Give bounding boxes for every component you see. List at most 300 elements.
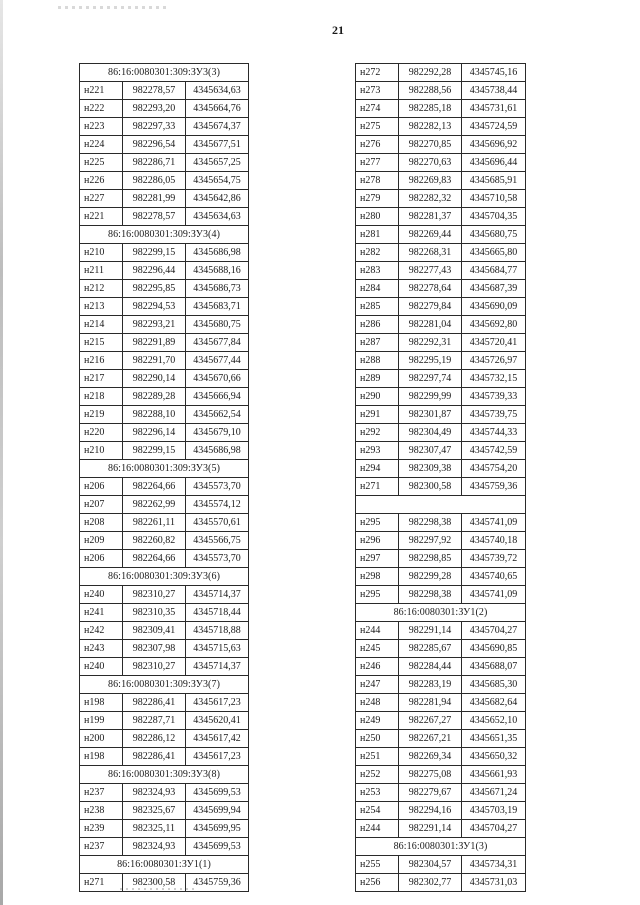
x-coordinate: 982289,28: [123, 388, 186, 406]
coordinate-row: [356, 352, 526, 370]
x-coordinate: 982299,28: [399, 568, 462, 586]
coordinate-row: [80, 136, 249, 154]
y-coordinate: 4345683,71: [186, 298, 249, 316]
point-id: н225: [80, 154, 123, 172]
y-coordinate: 4345740,65: [462, 568, 526, 586]
point-id: н221: [80, 82, 123, 100]
y-coordinate: 4345679,10: [186, 424, 249, 442]
x-coordinate: 982298,38: [399, 586, 462, 604]
coordinate-row: [356, 136, 526, 154]
coordinate-row: [356, 262, 526, 280]
y-coordinate: 4345685,30: [462, 676, 526, 694]
point-id: н271: [80, 874, 123, 892]
point-id: н227: [80, 190, 123, 208]
coordinate-row: [356, 550, 526, 568]
point-id: н199: [80, 712, 123, 730]
y-coordinate: 4345642,86: [186, 190, 249, 208]
x-coordinate: 982297,33: [123, 118, 186, 136]
coordinate-row: [356, 208, 526, 226]
scan-left-edge: [0, 0, 3, 905]
coordinate-row: [356, 694, 526, 712]
point-id: н200: [80, 730, 123, 748]
x-coordinate: 982286,12: [123, 730, 186, 748]
x-coordinate: 982300,58: [123, 874, 186, 892]
y-coordinate: 4345704,35: [462, 208, 526, 226]
x-coordinate: 982310,35: [123, 604, 186, 622]
coordinate-row: [80, 190, 249, 208]
y-coordinate: 4345671,24: [462, 784, 526, 802]
point-id: н295: [356, 514, 399, 532]
x-coordinate: 982298,85: [399, 550, 462, 568]
point-id: н218: [80, 388, 123, 406]
x-coordinate: 982299,15: [123, 442, 186, 460]
y-coordinate: 4345665,80: [462, 244, 526, 262]
y-coordinate: 4345704,27: [462, 820, 526, 838]
x-coordinate: 982270,85: [399, 136, 462, 154]
y-coordinate: 4345710,58: [462, 190, 526, 208]
coordinate-row: [80, 370, 249, 388]
x-coordinate: 982300,58: [399, 478, 462, 496]
y-coordinate: 4345714,37: [186, 586, 249, 604]
coordinate-row: [80, 424, 249, 442]
x-coordinate: 982285,67: [399, 640, 462, 658]
x-coordinate: 982264,66: [123, 550, 186, 568]
point-id: н250: [356, 730, 399, 748]
y-coordinate: 4345724,59: [462, 118, 526, 136]
x-coordinate: 982309,38: [399, 460, 462, 478]
y-coordinate: 4345654,75: [186, 172, 249, 190]
coordinate-row: [80, 694, 249, 712]
y-coordinate: 4345682,64: [462, 694, 526, 712]
point-id: н280: [356, 208, 399, 226]
point-id: н208: [80, 514, 123, 532]
x-coordinate: 982281,94: [399, 694, 462, 712]
coordinate-row: [356, 802, 526, 820]
y-coordinate: 4345686,98: [186, 244, 249, 262]
coordinate-row: [356, 640, 526, 658]
point-id: н206: [80, 550, 123, 568]
y-coordinate: 4345703,19: [462, 802, 526, 820]
x-coordinate: 982279,67: [399, 784, 462, 802]
point-id: н242: [80, 622, 123, 640]
x-coordinate: 982269,44: [399, 226, 462, 244]
x-coordinate: 982291,14: [399, 820, 462, 838]
coordinate-row: [80, 118, 249, 136]
x-coordinate: 982267,21: [399, 730, 462, 748]
y-coordinate: 4345699,53: [186, 838, 249, 856]
y-coordinate: 4345720,41: [462, 334, 526, 352]
x-coordinate: 982286,05: [123, 172, 186, 190]
point-id: н211: [80, 262, 123, 280]
x-coordinate: 982296,14: [123, 424, 186, 442]
coordinate-row: [356, 622, 526, 640]
y-coordinate: 4345696,92: [462, 136, 526, 154]
coordinate-row: [80, 262, 249, 280]
x-coordinate: 982307,47: [399, 442, 462, 460]
point-id: н210: [80, 244, 123, 262]
coordinate-row: [80, 82, 249, 100]
point-id: н215: [80, 334, 123, 352]
point-id: н226: [80, 172, 123, 190]
x-coordinate: 982291,14: [399, 622, 462, 640]
point-id: н290: [356, 388, 399, 406]
parcel-number: 86:16:0080301:ЗУ1(3): [356, 838, 526, 856]
y-coordinate: 4345617,42: [186, 730, 249, 748]
coordinate-row: [80, 244, 249, 262]
parcel-header-row: [80, 226, 249, 244]
x-coordinate: 982269,34: [399, 748, 462, 766]
point-id: н253: [356, 784, 399, 802]
point-id: н207: [80, 496, 123, 514]
coordinates-table-left: [79, 63, 249, 892]
coordinate-row: [356, 406, 526, 424]
coordinate-row: [356, 172, 526, 190]
x-coordinate: 982290,14: [123, 370, 186, 388]
x-coordinate: 982302,77: [399, 874, 462, 892]
point-id: н241: [80, 604, 123, 622]
point-id: н246: [356, 658, 399, 676]
x-coordinate: 982286,71: [123, 154, 186, 172]
x-coordinate: 982297,92: [399, 532, 462, 550]
point-id: н240: [80, 658, 123, 676]
y-coordinate: 4345699,95: [186, 820, 249, 838]
x-coordinate: 982299,99: [399, 388, 462, 406]
y-coordinate: 4345718,88: [186, 622, 249, 640]
point-id: н276: [356, 136, 399, 154]
point-id: н221: [80, 208, 123, 226]
coordinate-row: [80, 496, 249, 514]
point-id: н289: [356, 370, 399, 388]
parcel-number: 86:16:0080301:309:ЗУ3(7): [80, 676, 249, 694]
y-coordinate: 4345617,23: [186, 748, 249, 766]
coordinate-row: [356, 190, 526, 208]
y-coordinate: 4345680,75: [462, 226, 526, 244]
point-id: н209: [80, 532, 123, 550]
x-coordinate: 982279,84: [399, 298, 462, 316]
point-id: н216: [80, 352, 123, 370]
point-id: н277: [356, 154, 399, 172]
y-coordinate: 4345759,36: [186, 874, 249, 892]
page-number: 21: [332, 23, 344, 37]
coordinate-row: [80, 208, 249, 226]
point-id: н249: [356, 712, 399, 730]
point-id: н293: [356, 442, 399, 460]
y-coordinate: 4345739,33: [462, 388, 526, 406]
parcel-number: 86:16:0080301:309:ЗУ3(5): [80, 460, 249, 478]
x-coordinate: 982268,31: [399, 244, 462, 262]
point-id: н297: [356, 550, 399, 568]
parcel-number: 86:16:0080301:309:ЗУ3(3): [80, 64, 249, 82]
x-coordinate: 982287,71: [123, 712, 186, 730]
parcel-header-row: [356, 604, 526, 622]
y-coordinate: 4345570,61: [186, 514, 249, 532]
y-coordinate: 4345566,75: [186, 532, 249, 550]
x-coordinate: 982299,15: [123, 244, 186, 262]
parcel-number: 86:16:0080301:309:ЗУ3(6): [80, 568, 249, 586]
y-coordinate: 4345620,41: [186, 712, 249, 730]
coordinate-row: [80, 658, 249, 676]
y-coordinate: 4345741,09: [462, 514, 526, 532]
x-coordinate: 982277,43: [399, 262, 462, 280]
parcel-number: 86:16:0080301:309:ЗУ3(8): [80, 766, 249, 784]
y-coordinate: 4345732,15: [462, 370, 526, 388]
coordinate-row: [356, 334, 526, 352]
parcel-header-row: [80, 676, 249, 694]
coordinate-row: [356, 748, 526, 766]
y-coordinate: 4345696,44: [462, 154, 526, 172]
y-coordinate: 4345759,36: [462, 478, 526, 496]
y-coordinate: 4345666,94: [186, 388, 249, 406]
point-id: н285: [356, 298, 399, 316]
y-coordinate: 4345686,98: [186, 442, 249, 460]
y-coordinate: 4345674,37: [186, 118, 249, 136]
coordinate-row: [80, 352, 249, 370]
coordinate-row: [80, 100, 249, 118]
point-id: н237: [80, 784, 123, 802]
point-id: н281: [356, 226, 399, 244]
x-coordinate: 982285,18: [399, 100, 462, 118]
point-id: н295: [356, 586, 399, 604]
y-coordinate: 4345699,53: [186, 784, 249, 802]
scan-bottom-marks: [120, 888, 195, 890]
coordinate-row: [80, 280, 249, 298]
coordinate-row: [80, 802, 249, 820]
point-id: н256: [356, 874, 399, 892]
coordinate-row: [356, 388, 526, 406]
x-coordinate: 982296,44: [123, 262, 186, 280]
coordinate-row: [80, 298, 249, 316]
point-id: н239: [80, 820, 123, 838]
y-coordinate: 4345634,63: [186, 82, 249, 100]
point-id: н219: [80, 406, 123, 424]
y-coordinate: 4345650,32: [462, 748, 526, 766]
coordinate-row: [356, 676, 526, 694]
parcel-header-row: [80, 64, 249, 82]
x-coordinate: 982261,11: [123, 514, 186, 532]
coordinate-row: [356, 784, 526, 802]
x-coordinate: 982284,44: [399, 658, 462, 676]
coordinate-row: [356, 730, 526, 748]
point-id: н254: [356, 802, 399, 820]
coordinate-row: [356, 532, 526, 550]
y-coordinate: 4345742,59: [462, 442, 526, 460]
coordinate-row: [80, 532, 249, 550]
x-coordinate: 982288,56: [399, 82, 462, 100]
x-coordinate: 982304,57: [399, 856, 462, 874]
point-id: н223: [80, 118, 123, 136]
x-coordinate: 982260,82: [123, 532, 186, 550]
coordinate-row: [356, 118, 526, 136]
coordinate-row: [356, 514, 526, 532]
x-coordinate: 982282,13: [399, 118, 462, 136]
y-coordinate: 4345731,03: [462, 874, 526, 892]
y-coordinate: 4345704,27: [462, 622, 526, 640]
point-id: н220: [80, 424, 123, 442]
point-id: н274: [356, 100, 399, 118]
coordinate-row: [80, 550, 249, 568]
coordinate-row: [80, 154, 249, 172]
y-coordinate: 4345652,10: [462, 712, 526, 730]
point-id: н213: [80, 298, 123, 316]
x-coordinate: 982278,57: [123, 208, 186, 226]
x-coordinate: 982291,70: [123, 352, 186, 370]
point-id: н275: [356, 118, 399, 136]
y-coordinate: 4345726,97: [462, 352, 526, 370]
coordinate-row: [80, 730, 249, 748]
y-coordinate: 4345686,73: [186, 280, 249, 298]
y-coordinate: 4345714,37: [186, 658, 249, 676]
x-coordinate: 982310,27: [123, 586, 186, 604]
coordinate-row: [356, 316, 526, 334]
point-id: н198: [80, 748, 123, 766]
coordinate-row: [356, 64, 526, 82]
parcel-number: 86:16:0080301:ЗУ1(2): [356, 604, 526, 622]
point-id: н288: [356, 352, 399, 370]
point-id: н244: [356, 820, 399, 838]
y-coordinate: 4345685,91: [462, 172, 526, 190]
y-coordinate: 4345687,39: [462, 280, 526, 298]
y-coordinate: 4345661,93: [462, 766, 526, 784]
x-coordinate: 982262,99: [123, 496, 186, 514]
coordinate-row: [80, 784, 249, 802]
point-id: н237: [80, 838, 123, 856]
y-coordinate: 4345734,31: [462, 856, 526, 874]
coordinate-row: [356, 856, 526, 874]
y-coordinate: 4345670,66: [186, 370, 249, 388]
point-id: н245: [356, 640, 399, 658]
x-coordinate: 982309,41: [123, 622, 186, 640]
x-coordinate: 982293,20: [123, 100, 186, 118]
y-coordinate: 4345715,63: [186, 640, 249, 658]
x-coordinate: 982264,66: [123, 478, 186, 496]
coordinate-row: [356, 154, 526, 172]
point-id: н238: [80, 802, 123, 820]
point-id: н273: [356, 82, 399, 100]
x-coordinate: 982278,64: [399, 280, 462, 298]
y-coordinate: 4345664,76: [186, 100, 249, 118]
y-coordinate: 4345692,80: [462, 316, 526, 334]
x-coordinate: 982295,19: [399, 352, 462, 370]
x-coordinate: 982282,32: [399, 190, 462, 208]
y-coordinate: 4345617,23: [186, 694, 249, 712]
x-coordinate: 982297,74: [399, 370, 462, 388]
x-coordinate: 982301,87: [399, 406, 462, 424]
y-coordinate: 4345657,25: [186, 154, 249, 172]
x-coordinate: 982283,19: [399, 676, 462, 694]
x-coordinate: 982275,08: [399, 766, 462, 784]
point-id: н298: [356, 568, 399, 586]
coordinate-row: [356, 460, 526, 478]
coordinate-row: [356, 298, 526, 316]
point-id: н222: [80, 100, 123, 118]
point-id: н210: [80, 442, 123, 460]
coordinate-row: [356, 442, 526, 460]
coordinate-row: [356, 100, 526, 118]
point-id: н296: [356, 532, 399, 550]
y-coordinate: 4345690,09: [462, 298, 526, 316]
y-coordinate: 4345677,51: [186, 136, 249, 154]
coordinate-row: [356, 712, 526, 730]
x-coordinate: 982293,21: [123, 316, 186, 334]
x-coordinate: 982281,99: [123, 190, 186, 208]
y-coordinate: 4345680,75: [186, 316, 249, 334]
blank-row: [356, 496, 526, 514]
y-coordinate: 4345740,18: [462, 532, 526, 550]
scan-smudge: [58, 6, 168, 9]
coordinate-row: [356, 568, 526, 586]
point-id: н240: [80, 586, 123, 604]
coordinate-row: [356, 478, 526, 496]
point-id: н255: [356, 856, 399, 874]
coordinate-row: [80, 712, 249, 730]
x-coordinate: 982295,85: [123, 280, 186, 298]
y-coordinate: 4345684,77: [462, 262, 526, 280]
y-coordinate: 4345745,16: [462, 64, 526, 82]
x-coordinate: 982294,53: [123, 298, 186, 316]
point-id: н286: [356, 316, 399, 334]
y-coordinate: 4345573,70: [186, 478, 249, 496]
y-coordinate: 4345688,16: [186, 262, 249, 280]
point-id: н244: [356, 622, 399, 640]
coordinate-row: [80, 316, 249, 334]
coordinate-row: [80, 748, 249, 766]
coordinate-row: [356, 766, 526, 784]
blank-cell: [356, 496, 526, 514]
coordinate-row: [80, 172, 249, 190]
point-id: н217: [80, 370, 123, 388]
point-id: н252: [356, 766, 399, 784]
x-coordinate: 982324,93: [123, 784, 186, 802]
coordinate-row: [80, 604, 249, 622]
y-coordinate: 4345573,70: [186, 550, 249, 568]
coordinate-row: [356, 280, 526, 298]
point-id: н294: [356, 460, 399, 478]
parcel-header-row: [80, 460, 249, 478]
x-coordinate: 982325,11: [123, 820, 186, 838]
coordinate-row: [80, 622, 249, 640]
coordinate-row: [356, 874, 526, 892]
x-coordinate: 982267,27: [399, 712, 462, 730]
point-id: н272: [356, 64, 399, 82]
y-coordinate: 4345574,12: [186, 496, 249, 514]
coordinate-row: [80, 514, 249, 532]
x-coordinate: 982286,41: [123, 748, 186, 766]
coordinate-row: [356, 244, 526, 262]
coordinate-row: [356, 424, 526, 442]
y-coordinate: 4345718,44: [186, 604, 249, 622]
coordinate-row: [356, 658, 526, 676]
x-coordinate: 982324,93: [123, 838, 186, 856]
y-coordinate: 4345739,75: [462, 406, 526, 424]
point-id: н278: [356, 172, 399, 190]
x-coordinate: 982310,27: [123, 658, 186, 676]
point-id: н282: [356, 244, 399, 262]
y-coordinate: 4345731,61: [462, 100, 526, 118]
parcel-number: 86:16:0080301:309:ЗУ3(4): [80, 226, 249, 244]
x-coordinate: 982296,54: [123, 136, 186, 154]
y-coordinate: 4345739,72: [462, 550, 526, 568]
x-coordinate: 982278,57: [123, 82, 186, 100]
coordinate-row: [80, 586, 249, 604]
coordinate-row: [80, 838, 249, 856]
y-coordinate: 4345744,33: [462, 424, 526, 442]
x-coordinate: 982281,37: [399, 208, 462, 226]
coordinate-row: [356, 586, 526, 604]
parcel-header-row: [356, 838, 526, 856]
y-coordinate: 4345677,84: [186, 334, 249, 352]
y-coordinate: 4345688,07: [462, 658, 526, 676]
x-coordinate: 982292,28: [399, 64, 462, 82]
